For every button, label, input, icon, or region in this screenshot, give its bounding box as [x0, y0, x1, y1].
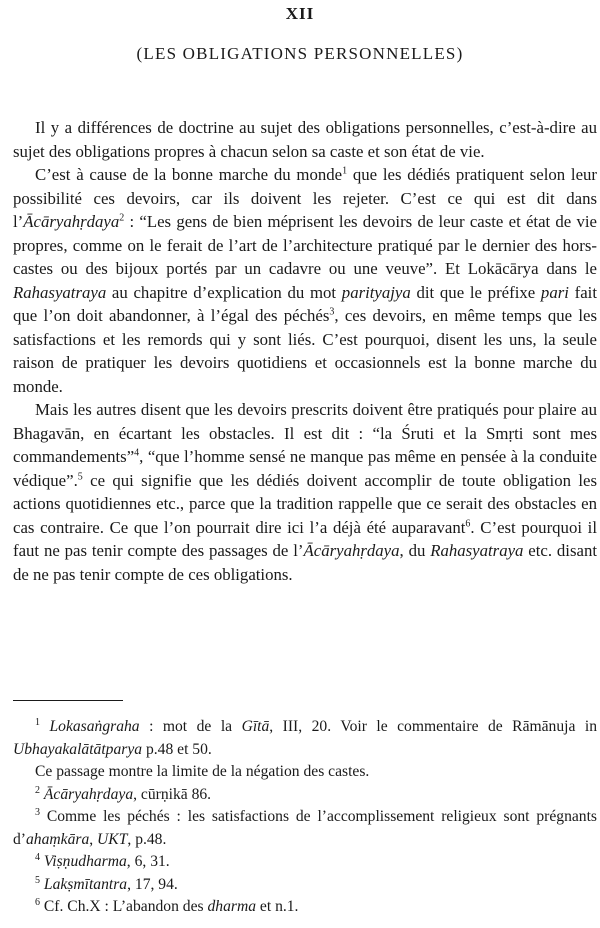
- footnote-4: [13, 851, 597, 874]
- footnote-ref: 3: [329, 306, 335, 318]
- footnote-number: 1: [35, 716, 40, 728]
- work-title: Ācāryahṛdaya: [43, 785, 134, 803]
- term: parityajya: [341, 282, 411, 302]
- body-text: [13, 116, 597, 586]
- work-title: Viṣṇudharma: [43, 853, 127, 870]
- footnote-1: [13, 716, 597, 761]
- text-run: C’est à cause de la bonne marche du monde: [35, 165, 343, 184]
- text-run: ce qui signifie que les dédiés doivent accomplir de toute obligation les actions quotidiennes etc., parce que la tradition rappelle que ce serait des obstacles en cas contraire. Ce que l’on pourrait dire ici l’a déjà été auparavant: [13, 470, 597, 537]
- text-run: ,: [89, 830, 98, 848]
- chapter-number: XII: [285, 4, 315, 23]
- text-run: , du: [399, 541, 431, 560]
- work-title: Ācāryahṛdaya: [303, 541, 400, 560]
- footnote-5: [13, 874, 597, 897]
- text-run: fait que l’on doit abandonner, à l’égal des péchés: [13, 282, 597, 325]
- work-title: Ācāryahṛdaya: [23, 212, 120, 231]
- text-run: , cūrṇikā 86.: [133, 785, 212, 803]
- text-run: , 6, 31.: [126, 853, 170, 870]
- text-run: , ces devoirs, en même temps que les satisfactions et les remords qui y sont liés. C’est pourquoi, disent les uns, la seule raison de pratiquer les devoirs quotidiens et occasionnels est la bonne marche du monde.: [13, 306, 597, 396]
- work-title: Lakṣmītantra: [43, 875, 128, 893]
- work-title: UKT: [97, 830, 128, 848]
- text-run: , 17, 94.: [127, 875, 178, 893]
- footnotes: [13, 716, 597, 919]
- text-run: Comme les péchés : les satisfactions de l’accomplissement religieux sont prégnants d’: [13, 808, 597, 848]
- term: dharma: [207, 898, 257, 915]
- text-run: , p.48.: [127, 830, 167, 848]
- chapter-title: (LES OBLIGATIONS PERSONNELLES): [136, 44, 464, 63]
- text-run: . C’est pourquoi il faut ne pas tenir compte des passages de l’: [13, 517, 597, 560]
- footnote-6: [13, 896, 597, 919]
- work-title: Rahasyatraya: [430, 541, 524, 560]
- text-run: et n.1.: [256, 898, 299, 915]
- work-title: Gītā: [241, 718, 270, 735]
- footnote-ref: 1: [342, 165, 348, 177]
- footnote-number: 2: [35, 784, 40, 796]
- text-run: , III, 20. Voir le commentaire de Rāmānuja in: [269, 718, 598, 735]
- footnote-ref: 2: [119, 212, 125, 224]
- text-run: Cf. Ch.X : L’abandon des: [40, 898, 208, 915]
- footnote-ref: 5: [77, 470, 83, 482]
- footnote-2: [13, 784, 597, 807]
- paragraph-1: Il y a différences de doctrine au sujet des obligations personnelles, c’est-à-dire au sujet des obligations propres à chacun selon sa caste et son état de vie.: [13, 118, 597, 161]
- term: pari: [540, 282, 569, 302]
- paragraph-2: [13, 163, 597, 398]
- footnote-number: 4: [35, 851, 40, 863]
- footnote-number: 5: [35, 874, 40, 886]
- text-run: : “Les gens de bien méprisent les devoirs de leur caste et état de vie propres, comme on le ferait de l’art de l’architecture pratiqué par le dernier des hors-castes ou des bijoux portés par un cadavre ou une veuve”. Et Lokācārya dans le: [13, 212, 597, 278]
- footnote-separator: [13, 700, 123, 701]
- text-run: , “que l’homme sensé ne manque pas même en pensée à la conduite védique”.: [13, 447, 597, 490]
- footnote-number: 6: [35, 896, 40, 908]
- text-run: etc. disant de ne pas tenir compte de ces obligations.: [13, 541, 597, 584]
- term: ahaṃkāra: [26, 830, 90, 848]
- footnote-3: [13, 806, 597, 851]
- text-run: : mot de la: [139, 718, 242, 735]
- footnote-number: 3: [35, 806, 40, 818]
- text-run: que les dédiés pratiquent selon leur possibilité ces devoirs, car ils doivent les rejeter. C’est ce qui est dit dans l’: [13, 165, 597, 231]
- footnote-ref: 4: [134, 447, 140, 459]
- text-run: au chapitre d’explication du mot: [106, 282, 342, 302]
- work-title: Rahasyatraya: [13, 282, 107, 302]
- work-title: Lokasaṅgraha: [49, 718, 140, 735]
- footnote-ref: 6: [465, 517, 471, 529]
- work-title: Ubhayakalātātparya: [13, 740, 143, 758]
- text-run: dit que le préfixe: [410, 282, 541, 302]
- paragraph-3: [13, 398, 597, 586]
- text-run: Mais les autres disent que les devoirs prescrits doivent être pratiqués pour plaire au Bhagavān, en écartant les obstacles. Il est dit : “la Śruti et la Smṛti sont mes commandements”: [13, 400, 597, 466]
- footnote-1-continued: Ce passage montre la limite de la négation des castes.: [35, 763, 370, 780]
- text-run: p.48 et 50.: [142, 740, 212, 758]
